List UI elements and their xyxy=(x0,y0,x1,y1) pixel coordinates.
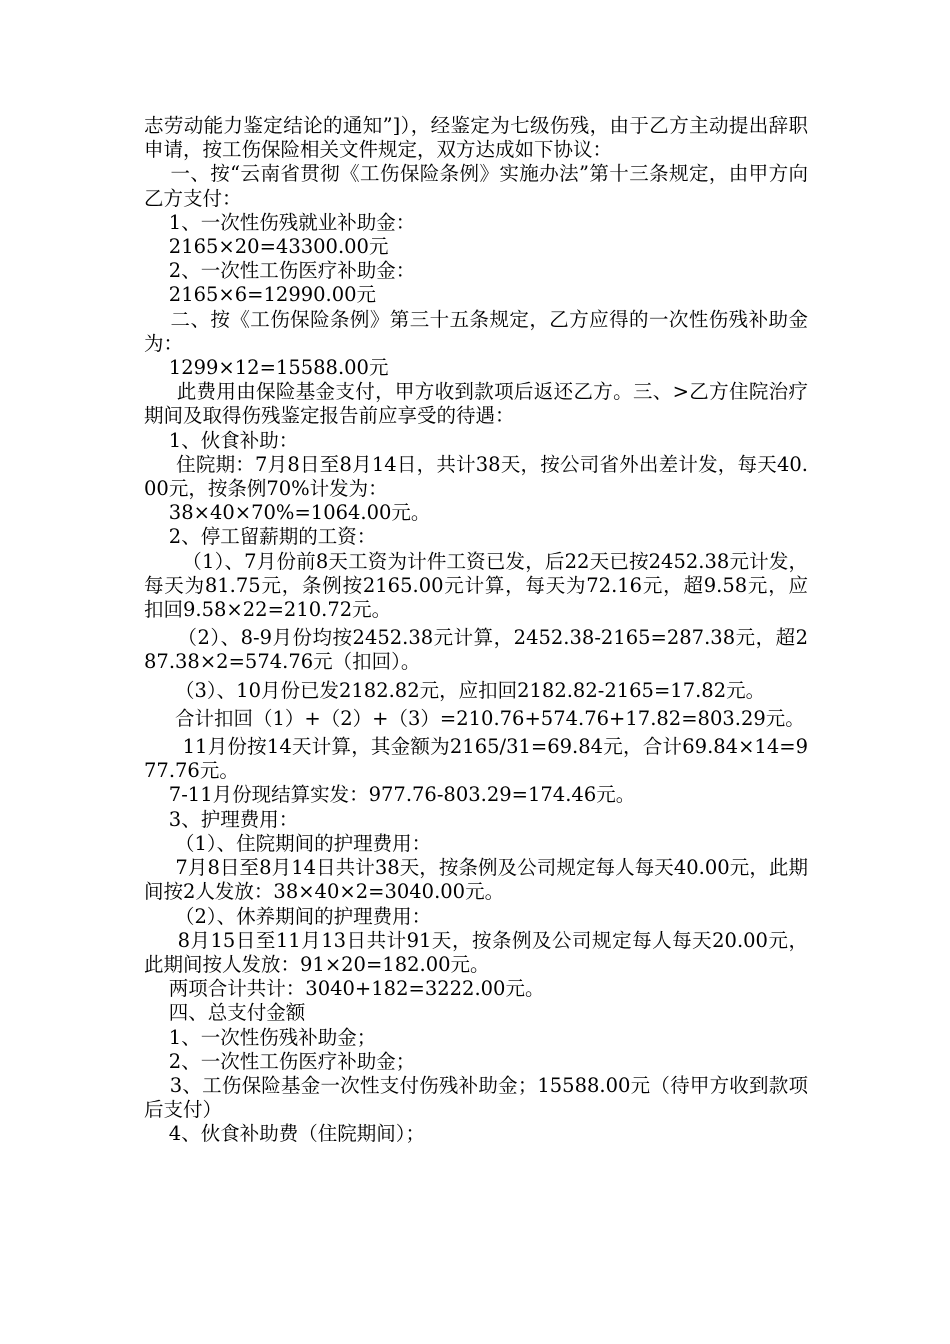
paragraph-21: （1）、住院期间的护理费用： xyxy=(144,831,432,855)
document-body xyxy=(144,114,808,1147)
paragraph-9: 此费用由保险基金支付，甲方收到款项后返还乙方。三、>乙方住院治疗期间及取得伤残鉴定报告前应享受的待遇： xyxy=(144,380,808,428)
paragraph-10: 1、伙食补助： xyxy=(144,428,299,452)
paragraph-16: （3）、10月份已发2182.82元，应扣回2182.82-2165=17.82元。 xyxy=(144,678,766,702)
paragraph-25: 两项合计共计：3040+182=3222.00元。 xyxy=(144,977,545,1001)
paragraph-24: 8月15日至11月13日共计91天，按条例及公司规定每人每天20.00元，此期间按人发放：91×20=182.00元。 xyxy=(144,928,808,976)
paragraph-7: 二、按《工伤保险条例》第三十五条规定，乙方应得的一次性伤残补助金为： xyxy=(144,307,808,355)
paragraph-22: 7月8日至8月14日共计38天，按条例及公司规定每人每天40.00元，此期间按2人发放：38×40×2=3040.00元。 xyxy=(144,856,809,904)
paragraph-1: 志劳动能力鉴定结论的通知”]），经鉴定为七级伤残，由于乙方主动提出辞职申请，按工伤保险相关文件规定，双方达成如下协议： xyxy=(144,114,808,162)
paragraph-12: 38×40×70%=1064.00元。 xyxy=(144,501,431,525)
paragraph-17: 合计扣回（1）+（2）+（3）=210.76+574.76+17.82=803.29元。 xyxy=(144,706,805,730)
paragraph-19: 7-11月份现结算实发：977.76-803.29=174.46元。 xyxy=(144,783,636,807)
paragraph-26: 四、总支付金额 xyxy=(144,1001,306,1025)
paragraph-4: 2165×20=43300.00元 xyxy=(144,235,389,259)
paragraph-27: 1、一次性伤残补助金； xyxy=(144,1025,377,1049)
paragraph-23: （2）、休养期间的护理费用： xyxy=(144,904,432,928)
paragraph-5: 2、一次性工伤医疗补助金： xyxy=(144,259,416,283)
paragraph-8: 1299×12=15588.00元 xyxy=(144,356,389,380)
paragraph-11: 住院期：7月8日至8月14日，共计38天，按公司省外出差计发，每天40.00元，按条例70%计发为： xyxy=(144,452,808,501)
paragraph-30: 4、伙食补助费（住院期间）； xyxy=(144,1122,425,1146)
paragraph-6: 2165×6=12990.00元 xyxy=(144,283,377,307)
paragraph-2: 一、按“云南省贯彻《工伤保险条例》实施办法”第十三条规定，由甲方向乙方支付： xyxy=(144,162,808,210)
paragraph-15: （2）、8-9月份均按2452.38元计算，2452.38-2165=287.38元，超287.38×2=574.76元（扣回）。 xyxy=(144,626,809,674)
paragraph-3: 1、一次性伤残就业补助金： xyxy=(144,210,416,234)
paragraph-29: 3、工伤保险基金一次性支付伤残补助金；15588.00元（待甲方收到款项后支付） xyxy=(144,1073,808,1122)
paragraph-20: 3、护理费用： xyxy=(144,807,299,831)
paragraph-28: 2、一次性工伤医疗补助金； xyxy=(144,1049,416,1073)
paragraph-18: 11月份按14天计算，其金额为2165/31=69.84元，合计69.84×14=977.76元。 xyxy=(144,735,808,783)
paragraph-14: （1）、7月份前8天工资为计件工资已发，后22天已按2452.38元计发，每天为81.75元，条例按2165.00元计算，每天为72.16元，超9.58元，应扣回9.58×22=210.72元。 xyxy=(144,549,808,622)
paragraph-13: 2、停工留薪期的工资： xyxy=(144,525,377,549)
